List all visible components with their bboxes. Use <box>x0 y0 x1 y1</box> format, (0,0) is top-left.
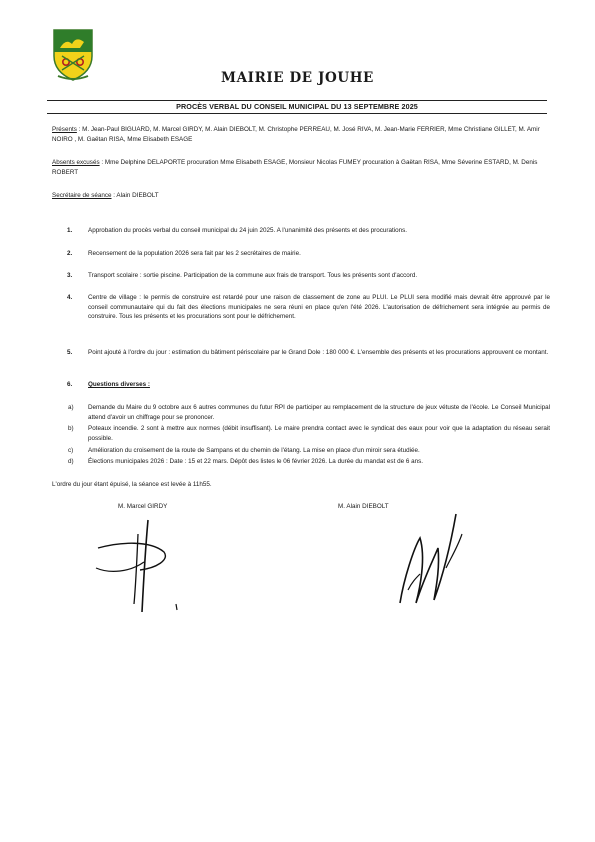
questions-title: Questions diverses : <box>88 381 150 388</box>
signer-right-name: M. Alain DIEBOLT <box>338 503 389 510</box>
question-letter: b) <box>68 425 74 432</box>
absents-label: Absents excusés <box>52 159 100 166</box>
presents-paragraph <box>52 125 552 144</box>
secretary-label: Secrétaire de séance <box>52 192 112 199</box>
item-number: 3. <box>67 272 73 279</box>
page-title: MAIRIE DE JOUHE <box>221 70 374 86</box>
secretary-text: : Alain DIEBOLT <box>111 192 159 199</box>
question-text: Demande du Maire du 9 octobre aux 6 autres communes du futur RPI de participer au remplacement de la structure de jeux vétuste de l'école. Le Conseil Municipal attend d'avoir un chiffrage pour se prononcer. <box>88 404 550 421</box>
question-letter: c) <box>68 447 74 454</box>
question-text: Élections municipales 2026 : Date : 15 et 22 mars. Dépôt des listes le 06 février 2026. La durée du mandat est de 6 ans. <box>88 458 423 465</box>
secretary-paragraph <box>52 191 552 201</box>
question-text: Poteaux incendie. 2 sont à mettre aux normes (débit insuffisant). Le maire prendra contact avec le syndicat des eaux pour voir que la adaptation du réseau serait possible. <box>88 425 550 442</box>
question-letter: a) <box>68 404 74 411</box>
item-text: Approbation du procès verbal du conseil municipal du 24 juin 2025. A l'unanimité des présents et des procurations. <box>88 227 408 234</box>
item-text: Point ajouté à l'ordre du jour : estimation du bâtiment périscolaire par le Grand Dole : 180 000 €. L'ensemble des présents et les procurations approuvent ce montant. <box>88 349 549 356</box>
closing-sentence: L'ordre du jour étant épuisé, la séance est levée à 11h55. <box>52 481 212 488</box>
item-text: Recensement de la population 2026 sera fait par les 2 secrétaires de mairie. <box>88 250 301 257</box>
pv-title-banner: PROCÈS VERBAL DU CONSEIL MUNICIPAL DU 13 SEPTEMBRE 2025 <box>47 100 547 114</box>
item-number: 1. <box>67 227 73 234</box>
absents-paragraph <box>52 158 552 177</box>
signature-left <box>90 512 200 622</box>
item-number: 2. <box>67 250 73 257</box>
question-letter: d) <box>68 458 74 465</box>
question-text: Amélioration du croisement de la route de Sampans et du chemin de l'étang. La mise en place d'un miroir sera étudiée. <box>88 447 420 454</box>
absents-text: : Mme Delphine DELAPORTE procuration Mme Elisabeth ESAGE, Monsieur Nicolas FUMEY procuration à Gaëtan RISA, Mme Séverine ESTARD, M. Denis ROBERT <box>52 159 538 176</box>
presents-label: Présents <box>52 126 77 133</box>
item-text: Centre de village : le permis de construire est retardé pour une raison de classement de zone au PLUI. Le PLUI sera modifié mais devrait être approuvé par le conseil communautaire qui du fait des élections municipales ne sera réuni en place qu'en l'été 2026. L'autorisation de défrichement sera intégrée au permis de construire. Tous les présents et les procurations sont pour le défrichement. <box>88 294 550 321</box>
item-text: Transport scolaire : sortie piscine. Participation de la commune aux frais de transport. Tous les présents sont d'accord. <box>88 272 418 279</box>
signer-left-name: M. Marcel GIRDY <box>118 503 168 510</box>
item-number: 6. <box>67 381 73 388</box>
item-number: 4. <box>67 294 73 301</box>
signature-right <box>390 508 470 613</box>
item-number: 5. <box>67 349 73 356</box>
presents-text: : M. Jean-Paul BIGUARD, M. Marcel GIRDY, M. Alain DIEBOLT, M. Christophe PERREAU, M. José RIVA, M. Jean-Marie FERRIER, Mme Christiane GILLET, M. Amir NOIRO , M. Gaëtan RISA, Mme Elisabeth ESAGE <box>52 126 540 143</box>
